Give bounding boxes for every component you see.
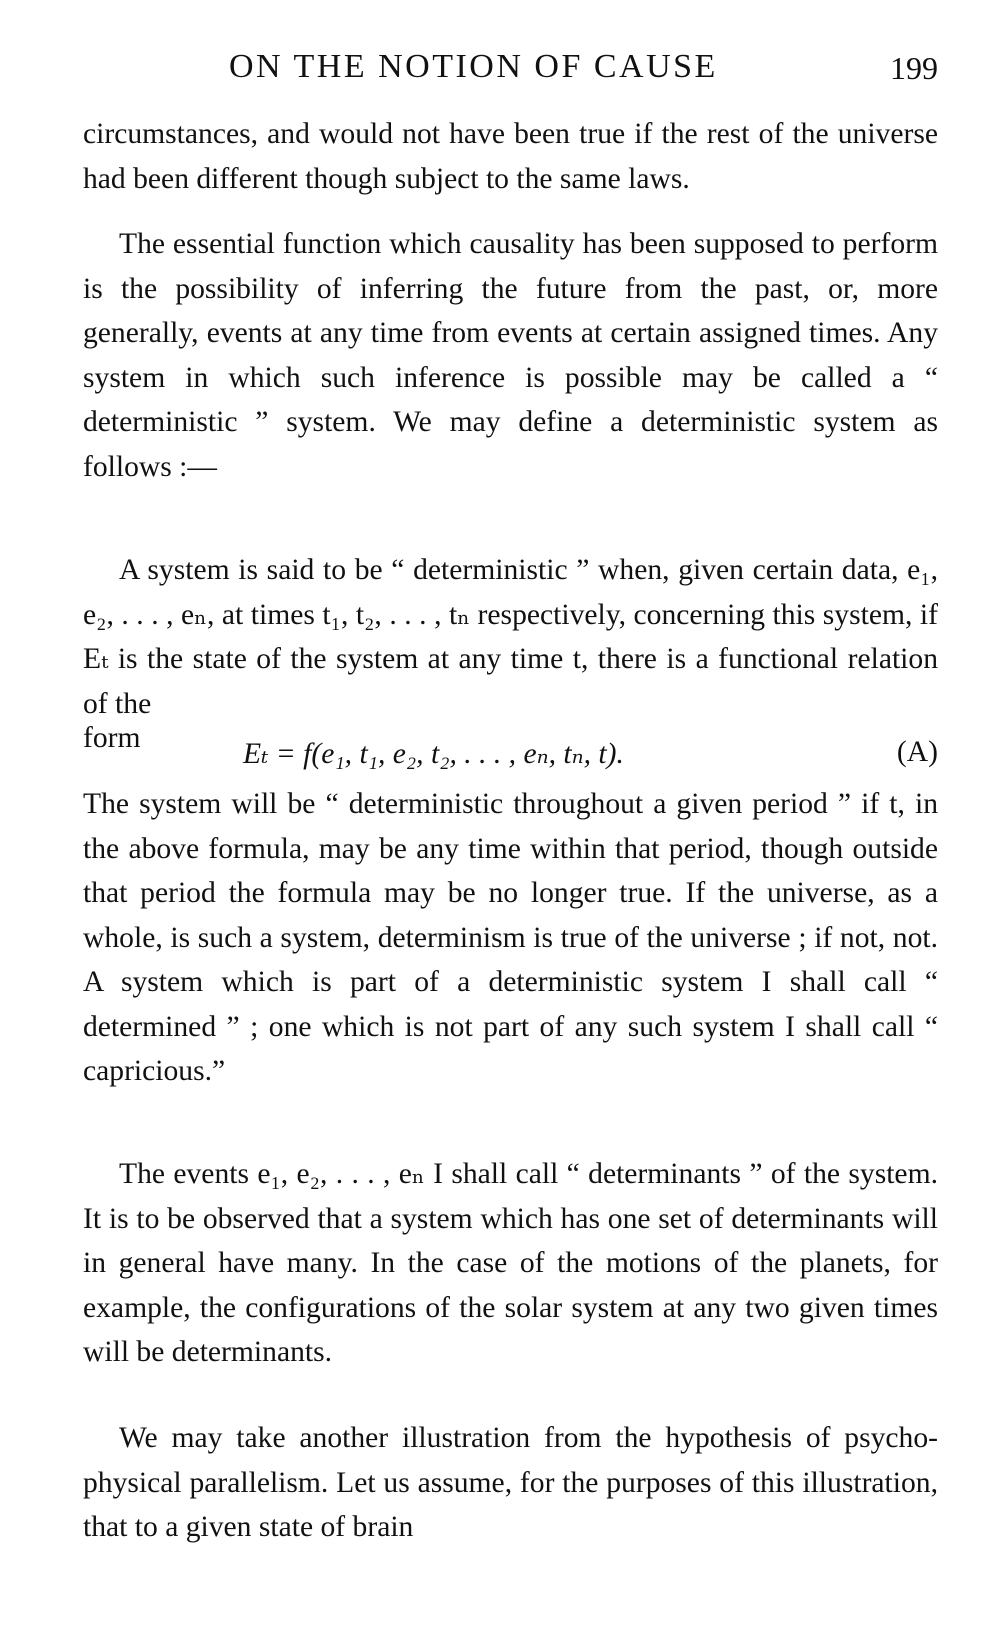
running-title: ON THE NOTION OF CAUSE [229, 48, 718, 85]
paragraph-6: We may take another illustration from the hypothesis of psycho-physical parallelism. Let us assume, for the purposes of this illustration, that to a given state of brain [83, 1422, 938, 1543]
paragraph-4: The system will be “ deterministic throughout a given period ” if t, in the above formula, may be any time within that period, though outside that period the formula may be no longer true. If the universe, as a whole, is such a system, determinism is true of the universe ; if not, not. A system which is part of a deterministic system I shall call “ determined ” ; one which is not part of any such system I shall call “ capricious.” [83, 788, 938, 1087]
paragraph-1: circumstances, and would not have been true if the rest of the universe had been different though subject to the same laws. [83, 118, 938, 195]
formula-lead-word: form [83, 722, 141, 754]
paragraph-2: The essential function which causality has been supposed to perform is the possibility of inferring the future from the past, or, more generally, events at any time from events at certain assigned times. Any system in which such inference is possible may be called a “ deterministic ” system. We may define a deterministic system as follows :— [83, 228, 938, 483]
formula-expression: Eₜ = f(e₁, t₁, e₂, t₂, . . . , eₙ, tₙ, t). [243, 738, 624, 770]
paragraph-5: The events e₁, e₂, . . . , eₙ I shall call “ determinants ” of the system. It is to be observed that a system which has one set of determinants will in general have many. In the case of the motions of the planets, for example, the configurations of the solar system at any two given times will be determinants. [83, 1158, 938, 1368]
formula-label: (A) [896, 736, 938, 768]
running-head [83, 48, 938, 98]
formula-line [83, 722, 938, 778]
paragraph-3-definition: A system is said to be “ deterministic ” when, given certain data, e₁, e₂, . . . , eₙ, at times t₁, t₂, . . . , tₙ respectively, concerning this system, if Eₜ is the state of the system at any time t, there is a functional relation of the [83, 554, 938, 720]
page-number: 199 [890, 50, 938, 86]
